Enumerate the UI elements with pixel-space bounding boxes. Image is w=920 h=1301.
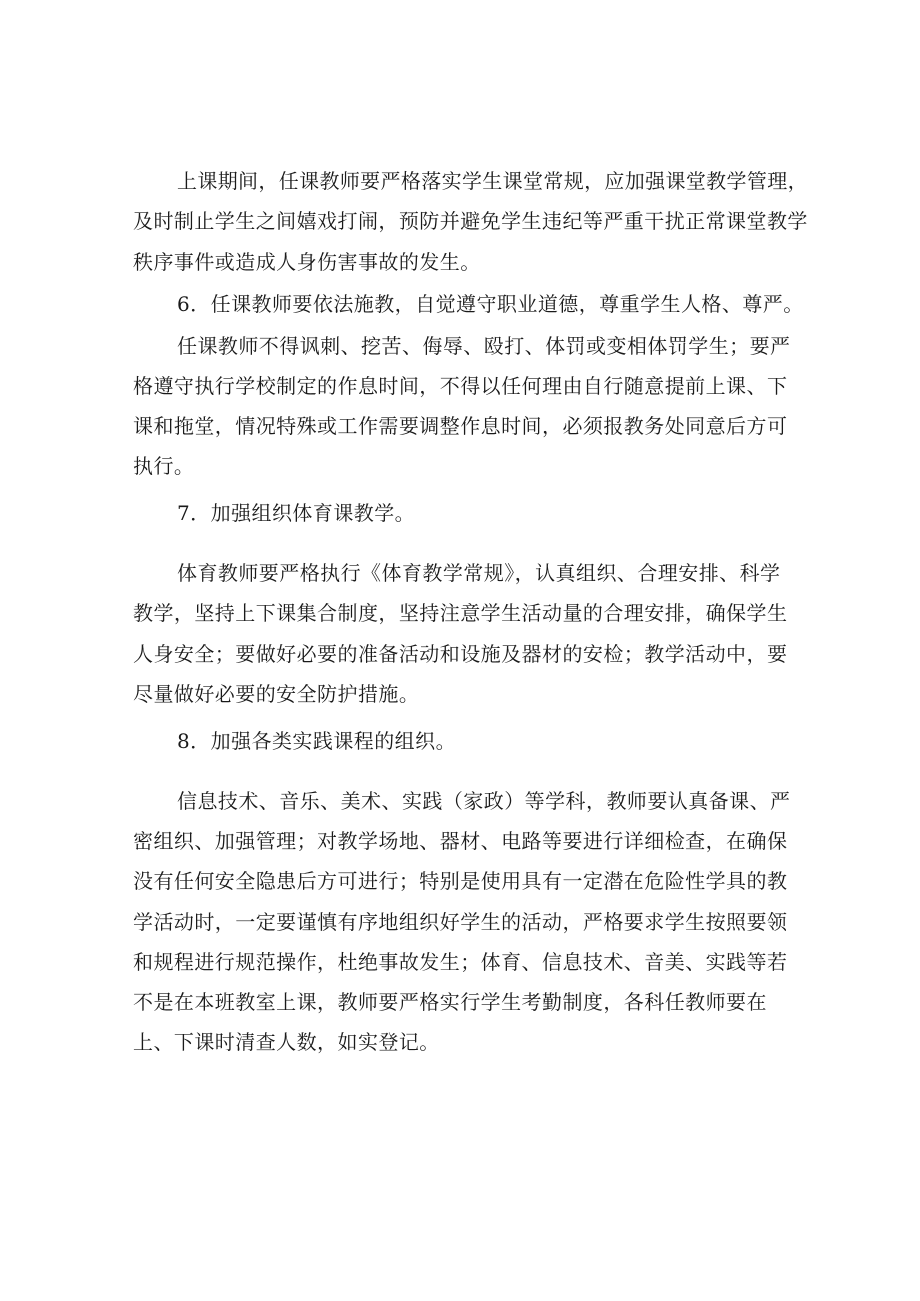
paragraph-line: 执行。 (133, 454, 195, 478)
paragraph-line: 不是在本班教室上课，教师要严格实行学生考勤制度，各科任教师要在 (133, 990, 767, 1014)
paragraph-line: 教学，坚持上下课集合制度，坚持注意学生活动量的合理安排，确保学生 (133, 601, 788, 625)
paragraph-line: 人身安全；要做好必要的准备活动和设施及器材的安检；教学活动中，要 (133, 642, 788, 666)
paragraph-line: 尽量做好必要的安全防护措施。 (133, 682, 420, 706)
section-heading: 8．加强各类实践课程的组织。 (177, 729, 457, 753)
paragraph-line: 学活动时，一定要谨慎有序地组织好学生的活动，严格要求学生按照要领 (133, 910, 788, 934)
paragraph-line: 密组织、加强管理；对教学场地、器材、电路等要进行详细检查，在确保 (133, 829, 788, 853)
paragraph-line: 秩序事件或造成人身伤害事故的发生。 (133, 250, 481, 274)
paragraph-line: 及时制止学生之间嬉戏打闹，预防并避免学生违纪等严重干扰正常课堂教学 (133, 209, 808, 233)
paragraph-line: 上、下课时清查人数，如实登记。 (133, 1030, 440, 1054)
paragraph-line: 没有任何安全隐患后方可进行；特别是使用具有一定潜在危险性学具的教 (133, 869, 788, 893)
section-heading: 6．任课教师要依法施教，自觉遵守职业道德，尊重学生人格、尊严。 (177, 292, 804, 316)
paragraph-line: 上课期间，任课教师要严格落实学生课堂常规，应加强课堂教学管理， (177, 169, 808, 193)
paragraph-line: 体育教师要严格执行《体育教学常规》，认真组织、合理安排、科学 (177, 561, 781, 585)
paragraph-line: 任课教师不得讽刺、挖苦、侮辱、殴打、体罚或变相体罚学生；要严 (177, 334, 791, 358)
section-heading: 7．加强组织体育课教学。 (177, 501, 416, 525)
paragraph-line: 课和拖堂，情况特殊或工作需要调整作息时间，必须报教务处同意后方可 (133, 414, 788, 438)
paragraph-line: 格遵守执行学校制定的作息时间，不得以任何理由自行随意提前上课、下 (133, 374, 788, 398)
paragraph-line: 信息技术、音乐、美术、实践（家政）等学科，教师要认真备课、严 (177, 789, 791, 813)
paragraph-line: 和规程进行规范操作，杜绝事故发生；体育、信息技术、音美、实践等若 (133, 950, 788, 974)
